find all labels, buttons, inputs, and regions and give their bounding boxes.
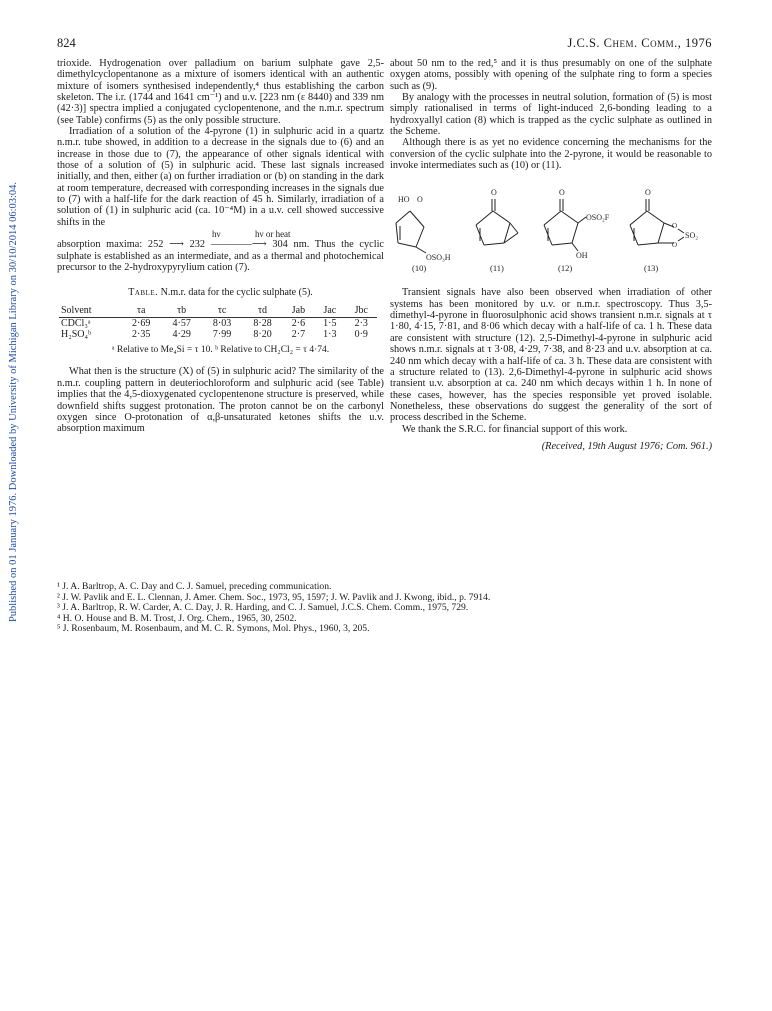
paragraph: Although there is as yet no evidence concerning the mechanisms for the conversion of the cyclic sulphate into the 2-pyrone, it would be reasonable to invoke intermediates such as (10) or (11). [390, 137, 712, 172]
label-oso2f: OSO₂F [586, 213, 610, 223]
paragraph: What then is the structure (X) of (5) in sulphuric acid? The similarity of the n.m.r. coupling pattern in deuteriochloroform and sulphuric acid (see Table) implies that the 4,5-dioxygenated cyclopentenone structure is preserved, while downfield shifts suggest protonation. The proton cannot be on the carbonyl oxygen since O-protonation of α,β-unsaturated ketones shifts the u.v. absorption maximum [57, 366, 384, 435]
page-number: 824 [57, 36, 76, 50]
table-row [59, 317, 377, 329]
table-cell: H₂SO₄ᵇ [61, 328, 92, 340]
table-cell: 2·69 [132, 317, 151, 329]
table-cell: 4·29 [172, 328, 191, 340]
table-caption-text: N.m.r. data for the cyclic sulphate (5). [160, 287, 313, 299]
journal-title: J.C.S. Chem. Comm., 1976 [567, 36, 712, 50]
label-ho: HO [398, 195, 410, 205]
table-header-cell: τa [121, 305, 161, 318]
reference-item: ⁴ H. O. House and B. M. Trost, J. Org. Chem., 1965, 30, 2502. [57, 612, 297, 624]
structure-10 [396, 211, 426, 253]
label-o-12: O [559, 188, 565, 198]
table-cell: 2·3 [354, 317, 368, 329]
download-stamp: Published on 01 January 1976. Downloaded by University of Michigan Library on 30/10/2014 06:03:04. [8, 181, 19, 623]
left-column [57, 58, 384, 435]
table-header-row [59, 305, 377, 318]
page-header [57, 36, 712, 54]
nmr-table-block [57, 287, 384, 356]
structure-12 [544, 199, 586, 251]
table-cell: 4·57 [172, 317, 191, 329]
label-o-13: O [645, 188, 651, 198]
table-cell: 2·35 [132, 328, 151, 340]
reference-item: ² J. W. Pavlik and E. L. Clennan, J. Amer. Chem. Soc., 1973, 95, 1597; J. W. Pavlik and J. Kwong, ibid., p. 7914. [57, 591, 491, 603]
paragraph: trioxide. Hydrogenation over palladium on barium sulphate gave 2,5-dimethylcyclopentanone as a mixture of isomers identical with an authentic mixture of isomers synthesised independently,⁴ thus establishing the carbon skeleton. The i.r. (1744 and 1641 cm⁻¹) and u.v. [223 nm (ε 8440) and 339 nm (42·3)] spectra implied a conjugated cyclopentenone, and the n.m.r. spectrum (see Table) confirms (5) as the only possible structure. [57, 58, 384, 126]
table-cell: 2·6 [291, 317, 306, 329]
label-o-13b: O [672, 241, 678, 250]
label-oh: OH [576, 251, 588, 261]
table-cell: CDCl₃ᵃ [61, 317, 91, 329]
structure-label: (12) [558, 263, 573, 274]
table-cell: 8·20 [253, 328, 272, 340]
reference-item: ³ J. A. Barltrop, R. W. Carder, A. C. Day, J. R. Harding, and C. J. Samuel, J.C.S. Chem. Comm., 1975, 729. [57, 602, 469, 614]
chemical-structures [390, 181, 712, 273]
arrow-label-hv-heat: hν or heat [255, 229, 291, 240]
table-cell: 8·28 [253, 317, 272, 329]
arrow-label-hv: hν [212, 229, 221, 240]
paragraph: Irradiation of a solution of the 4-pyrone (1) in sulphuric acid in a quartz n.m.r. tube showed, in addition to a decrease in the signals due to (6) and an increase in those due to (7), the appearance of other signals identical with those of a solution of (5) in sulphuric acid. These last signals increased initially, and then, either (a) on further irradiation or (b) on standing in the dark at room temperature, decreased with corresponding increases in the signals due to (7) with a half-life for the dark reaction of 45 h. Similarly, irradiation of a solution of (1) in sulphuric acid (ca. 10⁻⁴M) in a u.v. cell showed successive shifts in the [57, 126, 384, 228]
references [57, 582, 712, 635]
table-header-cell: Jac [314, 305, 345, 318]
structure-label: (10) [412, 263, 427, 274]
table-cell: 8·03 [212, 317, 232, 329]
table-footnote: ᵃ Relative to Me₄Si = τ 10. ᵇ Relative to CH₂Cl₂ = τ 4·74. [111, 345, 330, 356]
arrow-labels [57, 229, 384, 239]
label-oso3h: OSO₃H [426, 253, 451, 263]
table-header-cell: τd [242, 305, 282, 318]
table-header-cell: τc [202, 305, 242, 318]
table-caption-label: Table. [128, 287, 159, 299]
table-cell: 0·9 [354, 328, 368, 340]
received-note: (Received, 19th August 1976; Com. 961.) [541, 440, 712, 452]
table-cell: 1·3 [323, 328, 337, 340]
table-header-cell: τb [161, 305, 201, 318]
acknowledgement: We thank the S.R.C. for financial support of this work. [402, 423, 628, 435]
nmr-table [59, 305, 377, 341]
table-cell: 1·5 [323, 317, 337, 329]
label-o-11: O [491, 188, 497, 198]
paragraph: By analogy with the processes in neutral solution, formation of (5) is most simply rationalised in terms of light-induced 2,6-bonding leading to a hydroxyallyl cation (8) which is trapped as the cyclic sulphate as outlined in the Scheme. [390, 92, 712, 138]
reference-item: ¹ J. A. Barltrop, A. C. Day and C. J. Samuel, preceding communication. [57, 581, 332, 592]
structure-11 [476, 199, 518, 245]
right-column [390, 58, 712, 452]
paragraph: absorption maxima: 252 ⟶ 232 ————⟶ 304 nm. Thus the cyclic sulphate is established as an intermediate, and as a thermal and photochemical precursor to the 2-hydroxypyrylium cation (7). [57, 239, 384, 273]
table-caption [57, 287, 384, 298]
label-so2: SO₂ [685, 231, 699, 241]
reference-item: ⁵ J. Rosenbaum, M. Rosenbaum, and M. C. R. Symons, Mol. Phys., 1960, 3, 205. [57, 623, 370, 635]
structure-label: (13) [644, 263, 659, 274]
table-header-cell: Solvent [59, 305, 121, 318]
paragraph: Transient signals have also been observed when irradiation of other systems has been monitored by u.v. or n.m.r. spectroscopy. Thus 3,5-dimethyl-4-pyrone in fluorosulphonic acid shows transient n.m.r. signals at τ 1·80, 4·15, 7·81, and 8·06 which decay with a half-life of ca. 1 h. These data are consistent with structure (12). 2,5-Dimethyl-4-pyrone in sulphuric acid shows n.m.r. signals at τ 3·08, 4·29, 7·38, and 8·23 and u.v. absorption at ca. 240 nm which decay with a half-life of ca. 3 h. These data are consistent with a structure related to (13). 2,6-Dimethyl-4-pyrone in sulphuric acid shows transient u.v. absorption at ca. 240 nm which decays within 1 h. In none of these cases, however, has the species responsible yet proved isolable. Nonetheless, these observations do suggest the generality of the sort of process described in the Scheme. [390, 287, 712, 424]
table-cell: 7·99 [212, 328, 232, 340]
structures-figure [390, 181, 712, 273]
table-cell: 2·7 [291, 328, 306, 340]
label-o-10: O [417, 195, 423, 205]
table-header-cell: Jab [283, 305, 314, 318]
label-o-13a: O [672, 222, 678, 231]
table-header-cell: Jbc [346, 305, 377, 318]
table-row [59, 329, 377, 340]
structure-label: (11) [490, 263, 504, 274]
paragraph: about 50 nm to the red,⁵ and it is thus presumably on one of the sulphate oxygen atoms, possibly with opening of the sulphate ring to form a species such as (9). [390, 58, 712, 92]
